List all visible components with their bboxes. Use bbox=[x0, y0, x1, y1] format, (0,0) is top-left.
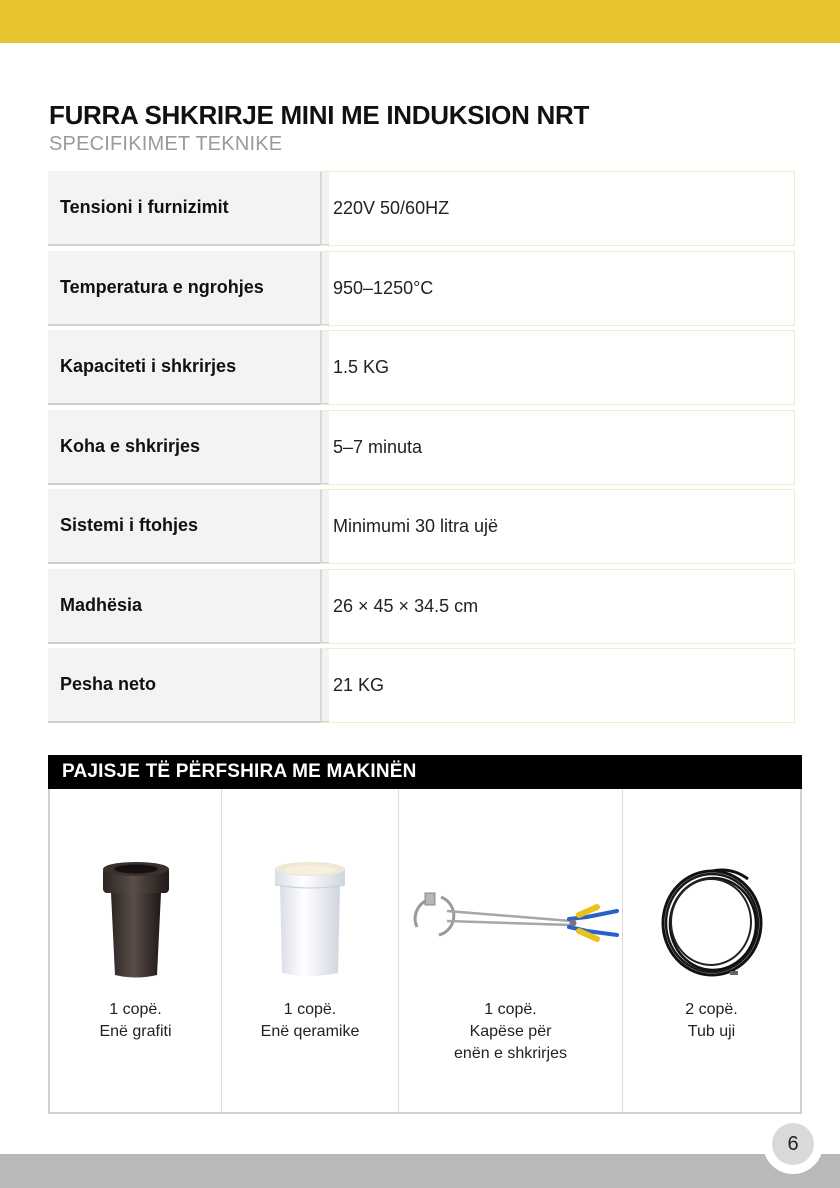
page-number: 6 bbox=[772, 1123, 814, 1165]
graphite-crucible-icon bbox=[91, 849, 181, 984]
spec-label: Madhësia bbox=[48, 569, 329, 644]
accessory-qty: 1 copë. bbox=[109, 1001, 162, 1018]
accessory-qty: 1 copë. bbox=[283, 1001, 337, 1018]
spec-value: 26 × 45 × 34.5 cm bbox=[320, 569, 795, 644]
accessory-name: Enë grafiti bbox=[99, 1023, 172, 1040]
accessory-qty: 1 copë. bbox=[484, 1001, 537, 1018]
accessory-caption bbox=[623, 999, 800, 1043]
top-accent-bar bbox=[0, 0, 840, 43]
spec-label: Sistemi i ftohjes bbox=[48, 489, 329, 564]
accessory-name: Tub uji bbox=[687, 1023, 736, 1040]
accessories-header: PAJISJE TË PËRFSHIRA ME MAKINËN bbox=[48, 755, 802, 789]
bottom-bar bbox=[0, 1154, 840, 1188]
page-title: FURRA SHKRIRJE MINI ME INDUKSION NRT bbox=[49, 100, 590, 130]
accessory-item-water-tube bbox=[622, 789, 800, 1112]
spec-value: 220V 50/60HZ bbox=[320, 171, 795, 246]
spec-row bbox=[48, 410, 799, 485]
spec-value: Minimumi 30 litra ujë bbox=[320, 489, 795, 564]
accessory-qty: 2 copë. bbox=[685, 1001, 738, 1018]
page-subtitle: SPECIFIKIMET TEKNIKE bbox=[49, 133, 283, 155]
accessory-caption bbox=[399, 999, 622, 1065]
spec-row bbox=[48, 330, 799, 405]
spec-value: 5–7 minuta bbox=[320, 410, 795, 485]
spec-row bbox=[48, 648, 799, 723]
spec-value: 1.5 KG bbox=[320, 330, 795, 405]
water-tube-icon bbox=[652, 849, 772, 984]
accessory-name: Kapëse për bbox=[469, 1023, 552, 1040]
spec-row bbox=[48, 569, 799, 644]
spec-row bbox=[48, 489, 799, 564]
crucible-tongs-icon bbox=[401, 849, 621, 984]
accessories-grid bbox=[48, 789, 802, 1114]
accessory-name: Enë qeramike bbox=[260, 1023, 360, 1040]
spec-value: 950–1250°C bbox=[320, 251, 795, 326]
accessory-item-ceramic-crucible bbox=[221, 789, 398, 1112]
spec-label: Koha e shkrirjes bbox=[48, 410, 329, 485]
accessory-item-crucible-tongs bbox=[398, 789, 622, 1112]
spec-value: 21 KG bbox=[320, 648, 795, 723]
ceramic-crucible-icon bbox=[265, 849, 355, 984]
spec-label: Kapaciteti i shkrirjes bbox=[48, 330, 329, 405]
spec-row bbox=[48, 171, 799, 246]
spec-table bbox=[48, 171, 799, 728]
spec-row bbox=[48, 251, 799, 326]
accessory-name: enën e shkrirjes bbox=[454, 1045, 567, 1062]
spec-label: Pesha neto bbox=[48, 648, 329, 723]
spec-label: Temperatura e ngrohjes bbox=[48, 251, 329, 326]
spec-label: Tensioni i furnizimit bbox=[48, 171, 329, 246]
accessory-caption bbox=[50, 999, 221, 1043]
accessory-item-graphite-crucible bbox=[50, 789, 221, 1112]
accessory-caption bbox=[222, 999, 398, 1043]
